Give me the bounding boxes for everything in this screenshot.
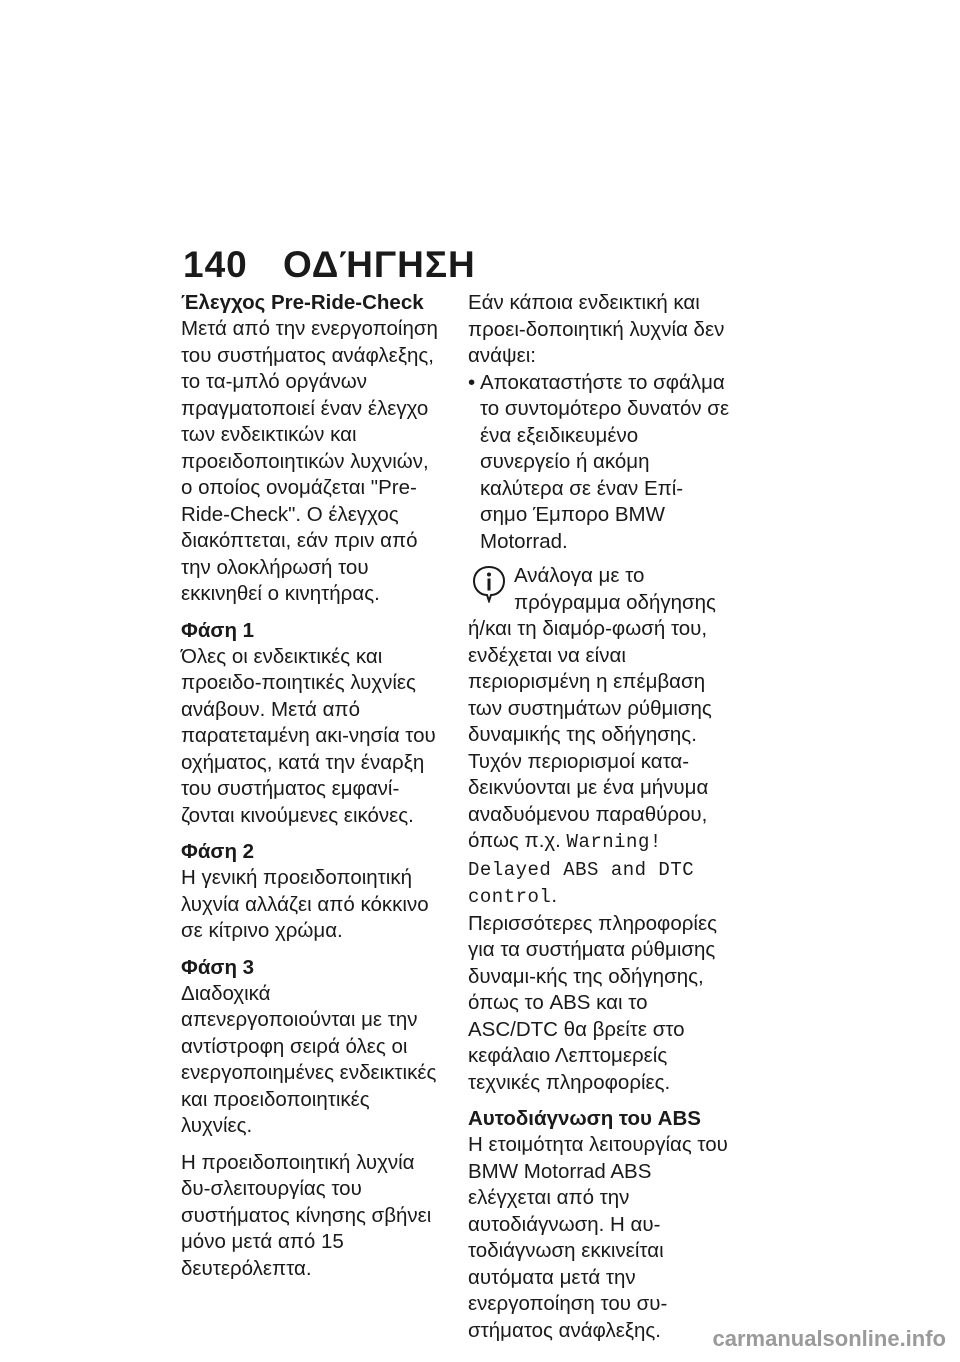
phase-heading: Φάση 1 bbox=[181, 618, 255, 642]
list-item-text: Αποκαταστήστε το σφάλμα το συντομότερο δυνατόν σε ένα εξειδικευμένο συνεργείο ή ακόμη καλύτερα σε έναν Επί-σημο Έμπορο BMW Motorrad. bbox=[480, 370, 730, 553]
paragraph: Όλες οι ενδεικτικές και προειδο-ποιητικές λυχνίες ανάβουν. Μετά από παρατεταμένη ακι-νησία του οχήματος, κατά την έναρξη του συστήματος εμφανί-ζονται κινούμενες εικόνες. bbox=[181, 644, 436, 827]
paragraph-text: . bbox=[551, 884, 558, 907]
phase-heading: Φάση 3 bbox=[181, 955, 255, 979]
section-heading: Αυτοδιάγνωση του ABS bbox=[468, 1107, 701, 1130]
paragraph: Περισσότερες πληροφορίες για τα συστήματα ρύθμισης δυναμι-κής της οδήγησης, όπως το ABS και το ASC/DTC θα βρείτε στο κεφάλαιο Λεπτομερείς τεχνικές πληροφορίες. bbox=[468, 911, 717, 1094]
phase-heading: Φάση 2 bbox=[181, 840, 255, 863]
paragraph-text: Τυχόν περιορισμοί κατα-δεικνύονται με ένα μήνυμα αναδυόμενου παραθύρου, όπως π.χ. bbox=[468, 749, 709, 852]
paragraph: Η ετοιμότητα λειτουργίας του BMW Motorrad ABS ελέγχεται από την αυτοδιάγνωση. Η αυ-τοδιάγνωση εκκινείται αυτόματα μετά την ενεργοποίηση του συ-στήματος ανάφλεξης. bbox=[468, 1133, 728, 1342]
watermark: carmanualsonline.info bbox=[712, 1326, 946, 1351]
paragraph: Η γενική προειδοποιητική λυχνία αλλάζει από κόκκινο σε κίτρινο χρώμα. bbox=[181, 866, 429, 942]
page-header bbox=[183, 244, 476, 286]
paragraph bbox=[468, 749, 730, 911]
info-note bbox=[468, 563, 730, 749]
section-heading: Έλεγχος Pre-Ride-Check bbox=[181, 291, 424, 314]
paragraph: Εάν κάποια ενδεικτική και προει-δοποιητική λυχνία δεν ανάψει: bbox=[468, 291, 725, 367]
chapter-title: ΟΔΉΓΗΣΗ bbox=[283, 244, 476, 285]
list-item bbox=[468, 370, 730, 556]
paragraph: Διαδοχικά απενεργοποιούνται με την αντίστροφη σειρά όλες οι ενεργοποιημένες ενδεικτικές και προειδοποιητικές λυχνίες. bbox=[181, 981, 437, 1137]
warning-message-code: Warning! Delayed ABS and DTC control bbox=[468, 831, 695, 908]
bullet-icon: • bbox=[468, 370, 476, 394]
right-column bbox=[468, 290, 730, 1344]
paragraph: Η προειδοποιητική λυχνία δυ-σλειτουργίας του συστήματος κίνησης σβήνει μόνο μετά από 15 δευτερόλεπτα. bbox=[181, 1150, 432, 1280]
left-column bbox=[181, 290, 441, 1282]
paragraph: Μετά από την ενεργοποίηση του συστήματος ανάφλεξης, το τα-μπλό οργάνων πραγματοποιεί έναν έλεγχο των ενδεικτικών και προειδοποιητικών λυχνιών, ο οποίος ονομάζεται "Pre-Ride-Check". Ο έλεγχος διακόπτεται, εάν πριν από την ολοκλήρωσή του εκκινηθεί ο κινητήρας. bbox=[181, 317, 438, 605]
note-text: Ανάλογα με το πρόγραμμα οδήγησης ή/και τη διαμόρ-φωσή του, ενδέχεται να είναι περιορισμένη η επέμβαση των συστημάτων ρύθμισης δυναμικής της οδήγησης. bbox=[468, 564, 716, 746]
page-number: 140 bbox=[183, 244, 248, 285]
info-icon bbox=[472, 565, 506, 603]
